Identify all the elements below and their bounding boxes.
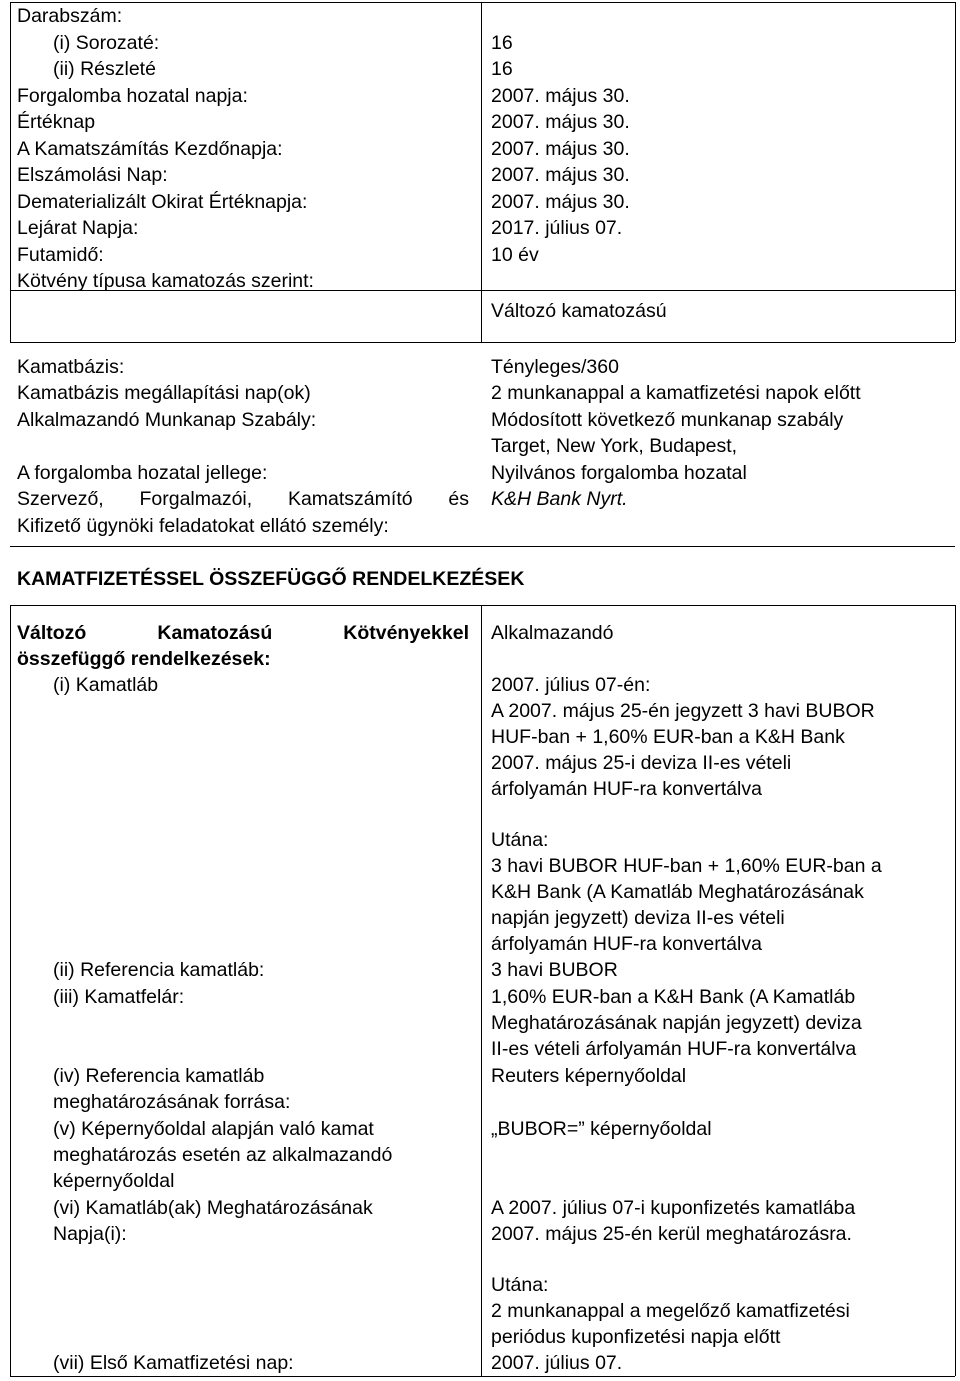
kamatlab-value-10: árfolyamán HUF-ra konvertálva	[491, 933, 762, 955]
kamatfelar-value-2: Meghatározásának napján jegyzett) deviza	[491, 1012, 862, 1034]
kamatfelar-value-1: 1,60% EUR-ban a K&H Bank (A Kamatláb	[491, 986, 856, 1008]
kezdonap-label: A Kamatszámítás Kezdőnapja:	[17, 138, 283, 160]
kamatlab-label: (i) Kamatláb	[53, 674, 159, 696]
munkanap-value-1: Módosított következő munkanap szabály	[491, 409, 844, 431]
forras-label-2: meghatározásának forrása:	[53, 1091, 291, 1113]
sorozate-value: 16	[491, 32, 513, 54]
column-divider-bottom	[481, 605, 482, 1376]
munkanap-value-2: Target, New York, Budapest,	[491, 435, 738, 457]
reszlete-label: (ii) Részleté	[53, 58, 156, 80]
elszamolasi-label: Elszámolási Nap:	[17, 164, 168, 186]
kepernyo-label-1: (v) Képernyőoldal alapján való kamat	[53, 1118, 374, 1140]
megallapitasi-label: Kamatbázis megállapítási nap(ok)	[17, 382, 311, 404]
napja-value-1: A 2007. július 07-i kuponfizetés kamatlába	[491, 1197, 856, 1219]
erteknap-label: Értéknap	[17, 111, 96, 133]
provisions-header-line1	[17, 620, 469, 646]
forras-value: Reuters képernyőoldal	[491, 1065, 687, 1087]
table-divider-2	[10, 342, 955, 343]
kamatlab-value-2: A 2007. május 25-én jegyzett 3 havi BUBOR	[491, 700, 875, 722]
szervezo-label-line2: Kifizető ügynöki feladatokat ellátó személy:	[17, 515, 389, 537]
kepernyo-value: „BUBOR=” képernyőoldal	[491, 1118, 712, 1140]
szervezo-word-2: Forgalmazói,	[139, 488, 253, 510]
napja-value-4: 2 munkanappal a megelőző kamatfizetési	[491, 1300, 850, 1322]
forgalomba-value: 2007. május 30.	[491, 85, 630, 107]
column-divider-top	[481, 2, 482, 342]
kamatbazis-label: Kamatbázis:	[17, 356, 125, 378]
kamatlab-value-1: 2007. július 07-én:	[491, 674, 651, 696]
kamatfelar-label: (iii) Kamatfelár:	[53, 986, 185, 1008]
elszamolasi-value: 2007. május 30.	[491, 164, 630, 186]
kamatlab-value-8: K&H Bank (A Kamatláb Meghatározásának	[491, 881, 864, 903]
table-bottom-border	[10, 1376, 955, 1377]
szervezo-word-1: Szervező,	[17, 488, 104, 510]
sorozate-label: (i) Sorozaté:	[53, 32, 160, 54]
kamatlab-value-5: árfolyamán HUF-ra konvertálva	[491, 778, 762, 800]
table-left-border-bottom	[10, 605, 11, 1376]
provisions-header-word-1: Változó	[17, 622, 87, 644]
napja-value-3: Utána:	[491, 1274, 549, 1296]
megallapitasi-value: 2 munkanappal a kamatfizetési napok előtt	[491, 382, 861, 404]
kezdonap-value: 2007. május 30.	[491, 138, 630, 160]
szervezo-word-3: Kamatszámító	[287, 488, 413, 510]
table-right-border-top	[955, 2, 956, 342]
table-divider-4	[10, 605, 955, 606]
provisions-header-word-2: Kamatozású	[157, 622, 273, 644]
elso-kamatfizetesi-label: (vii) Első Kamatfizetési nap:	[53, 1352, 294, 1374]
lejarat-value: 2017. július 07.	[491, 217, 623, 239]
provisions-header-word-3: Kötvényekkel	[343, 622, 469, 644]
table-top-border	[10, 2, 955, 3]
lejarat-label: Lejárat Napja:	[17, 217, 139, 239]
kepernyo-label-3: képernyőoldal	[53, 1170, 175, 1192]
tipus-label: Kötvény típusa kamatozás szerint:	[17, 270, 314, 292]
szervezo-value: K&H Bank Nyrt.	[491, 488, 628, 510]
napja-label-1: (vi) Kamatláb(ak) Meghatározásának	[53, 1197, 373, 1219]
kamatfelar-value-3: II-es vételi árfolyamán HUF-ra konvertálva	[491, 1038, 857, 1060]
munkanap-label: Alkalmazandó Munkanap Szabály:	[17, 409, 317, 431]
napja-value-5: periódus kuponfizetési napja előtt	[491, 1326, 781, 1348]
jellege-label: A forgalomba hozatal jellege:	[17, 462, 268, 484]
kamatbazis-value: Tényleges/360	[491, 356, 619, 378]
reszlete-value: 16	[491, 58, 513, 80]
szervezo-label-line1	[17, 486, 469, 512]
kamatlab-value-7: 3 havi BUBOR HUF-ban + 1,60% EUR-ban a	[491, 855, 882, 877]
provisions-header-line2: összefüggő rendelkezések:	[17, 648, 271, 670]
kamatlab-value-4: 2007. május 25-i deviza II-es vételi	[491, 752, 792, 774]
kamatlab-value-6: Utána:	[491, 829, 549, 851]
dematerializalt-label: Dematerializált Okirat Értéknapja:	[17, 191, 308, 213]
futamido-value: 10 év	[491, 244, 539, 266]
elso-kamatfizetesi-value: 2007. július 07.	[491, 1352, 623, 1374]
forras-label-1: (iv) Referencia kamatláb	[53, 1065, 265, 1087]
futamido-label: Futamidő:	[17, 244, 104, 266]
napja-value-2: 2007. május 25-én kerül meghatározásra.	[491, 1223, 852, 1245]
erteknap-value: 2007. május 30.	[491, 111, 630, 133]
kepernyo-label-2: meghatározás esetén az alkalmazandó	[53, 1144, 393, 1166]
table-right-border-bottom	[955, 605, 956, 1376]
section-heading: KAMATFIZETÉSSEL ÖSSZEFÜGGŐ RENDELKEZÉSEK	[17, 568, 525, 590]
kamatlab-value-3: HUF-ban + 1,60% EUR-ban a K&H Bank	[491, 726, 845, 748]
napja-label-2: Napja(i):	[53, 1223, 127, 1245]
darabszam-label: Darabszám:	[17, 5, 123, 27]
referencia-label: (ii) Referencia kamatláb:	[53, 959, 265, 981]
jellege-value: Nyilvános forgalomba hozatal	[491, 462, 747, 484]
tipus-value: Változó kamatozású	[491, 300, 667, 322]
provisions-header-value: Alkalmazandó	[491, 622, 614, 644]
forgalomba-label: Forgalomba hozatal napja:	[17, 85, 248, 107]
table-left-border-top	[10, 2, 11, 342]
table-divider-3	[10, 546, 955, 547]
dematerializalt-value: 2007. május 30.	[491, 191, 630, 213]
referencia-value: 3 havi BUBOR	[491, 959, 618, 981]
kamatlab-value-9: napján jegyzett) deviza II-es vételi	[491, 907, 785, 929]
szervezo-word-4: és	[448, 488, 469, 510]
